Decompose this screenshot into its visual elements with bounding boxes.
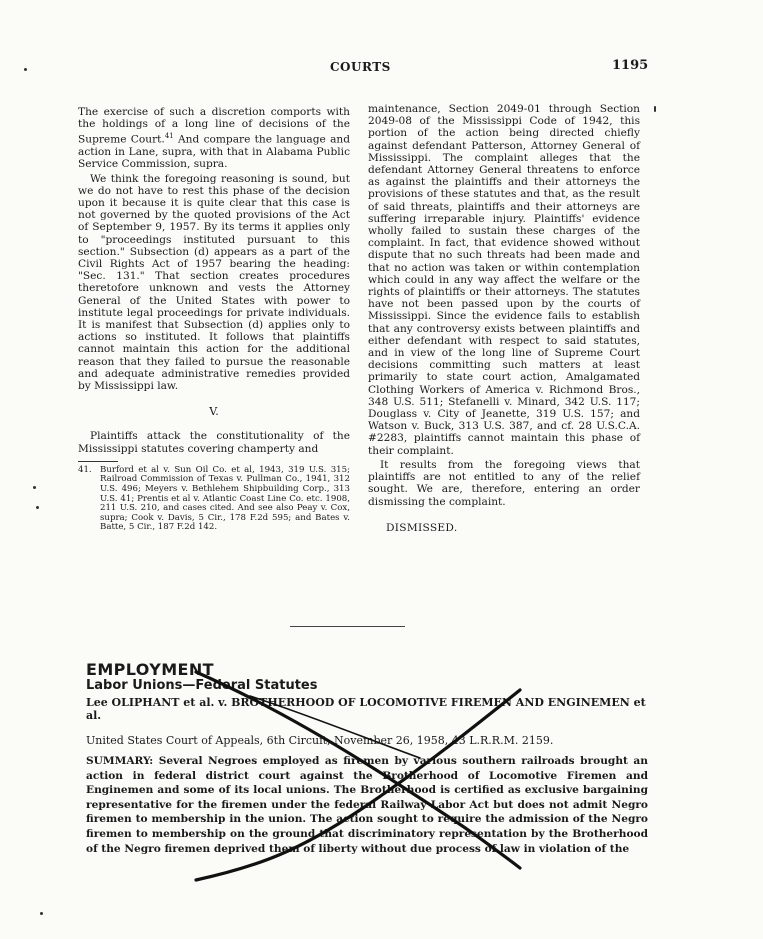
left-paragraph-1 xyxy=(78,106,350,171)
scan-speck xyxy=(24,68,27,71)
footnote-41 xyxy=(78,466,350,533)
left-paragraph-2: We think the foregoing reasoning is sound, but we do not have to rest this phase of the decision upon it because it is quite clear that this case is not governed by the quoted provisions of the Act of September 9, 1957. By its terms it applies only to "proceedings instituted pursuant to this section." Subsection (d) appears as a part of the Civil Rights Act of 1957 bearing the heading: "Sec. 131." That section creates procedures theretofore unknown and vests the Attorney General of the United States with power to institute legal proceedings for private individuals. It is manifest that Subsection (d) applies only to actions so instituted. It follows that plaintiffs cannot maintain this action for the additional reason that they failed to pursue the reasonable and adequate administrative remedies provided by Mississippi law. xyxy=(78,172,350,392)
left-paragraph-1-rest: And compare the language and action in Lane, supra, with that in Alabama Public Service Commission, supra. xyxy=(78,133,351,171)
section-number: V. xyxy=(209,405,219,419)
footnote-ref-41: 41 xyxy=(164,132,174,141)
scan-speck xyxy=(40,912,43,915)
right-paragraph-1: maintenance, Section 2049-01 through Section 2049-08 of the Mississippi Code of 1942, this portion of the action being directed chiefly against defendant Patterson, Attorney General of Mississippi. The complaint alleges that the defendant Attorney General threatens to enforce as against the plaintiffs and their attorneys the provisions of these statutes and that, as the result of said threats, plaintiffs and their attorneys are suffering irreparable injury. Plaintiffs' evidence wholly failed to sustain these charges of the complaint. In fact, that evidence showed without dispute that no such threats had been made and that no action was taken or within contemplation which could in any way affect the welfare or the rights of plaintiffs or their attorneys. The statutes have not been passed upon by the courts of Mississippi. Since the evidence fails to establish that any controversy exists between plaintiffs and either defendant with respect to said statutes, and in view of the long line of Supreme Court decisions committing such matters at least primarily to state court action, Amalgamated Clothing Workers of America v. Richmond Bros., 348 U.S. 511; Stefanelli v. Minard, 342 U.S. 117; Douglass v. City of Jeanette, 319 U.S. 157; and Watson v. Buck, 313 U.S. 387, and cf. 28 U.S.C.A. #2283, plaintiffs cannot maintain this phase of their complaint. xyxy=(368,103,640,457)
left-column xyxy=(78,106,350,533)
left-paragraph-1-text: The exercise of such a discretion comports with the holdings of a long line of decisions of the Supreme Court. xyxy=(78,106,350,146)
footnote-number: 41. xyxy=(78,464,92,475)
disposition: DISMISSED. xyxy=(386,521,458,534)
case-summary xyxy=(86,754,648,856)
page-header xyxy=(0,60,763,80)
scan-speck xyxy=(33,486,36,489)
right-column xyxy=(368,103,640,534)
scan-speck xyxy=(654,106,656,112)
court-citation: United States Court of Appeals, 6th Circuit, November 26, 1958, 43 L.R.R.M. 2159. xyxy=(86,734,554,747)
employment-subtitle: Labor Unions—Federal Statutes xyxy=(86,678,318,693)
footnote-text: Burford et al v. Sun Oil Co. et al, 1943, 319 U.S. 315; Railroad Commission of Texas v. Pullman Co., 1941, 312 U.S. 496; Meyers v. Bethlehem Shipbuilding Corp., 313 U.S. 41; Prentis et al v. Atlantic Coast Line Co. etc. 1908, 211 U.S. 210, and cases cited. And see also Peay v. Cox, supra; Cook v. Davis, 5 Cir., 178 F.2d 595; and Bates v. Batte, 5 Cir., 187 F.2d 142. xyxy=(100,464,350,533)
footnote-rule xyxy=(78,461,118,462)
summary-text: Several Negroes employed as firemen by various southern railroads brought an action in federal district court against the Brotherhood of Locomotive Firemen and Enginemen and some of its local unions. The Brotherhood is certified as exclusive bargaining representative for the firemen under the federal Railway Labor Act but does not admit Negro firemen to membership in the union. The action sought to require the admission of the Negro firemen to membership on the ground that discriminatory representation by the Brotherhood of the Negro firemen deprived them of liberty without due process of law in violation of the xyxy=(86,755,648,855)
right-paragraph-2: It results from the foregoing views that plaintiffs are not entitled to any of the relief sought. We are, therefore, entering an order dismissing the complaint. xyxy=(368,458,640,508)
section-divider xyxy=(290,626,405,627)
summary-label: SUMMARY: xyxy=(86,755,154,767)
employment-title: EMPLOYMENT xyxy=(86,660,214,679)
case-name: Lee OLIPHANT et al. v. BROTHERHOOD OF LOCOMOTIVE FIREMEN AND ENGINEMEN et al. xyxy=(86,696,646,722)
page-number: 1195 xyxy=(612,58,649,73)
scan-speck xyxy=(36,506,39,509)
running-head: COURTS xyxy=(330,60,391,74)
left-paragraph-3: Plaintiffs attack the constitutionality of the Mississippi statutes covering champerty and xyxy=(78,430,350,455)
